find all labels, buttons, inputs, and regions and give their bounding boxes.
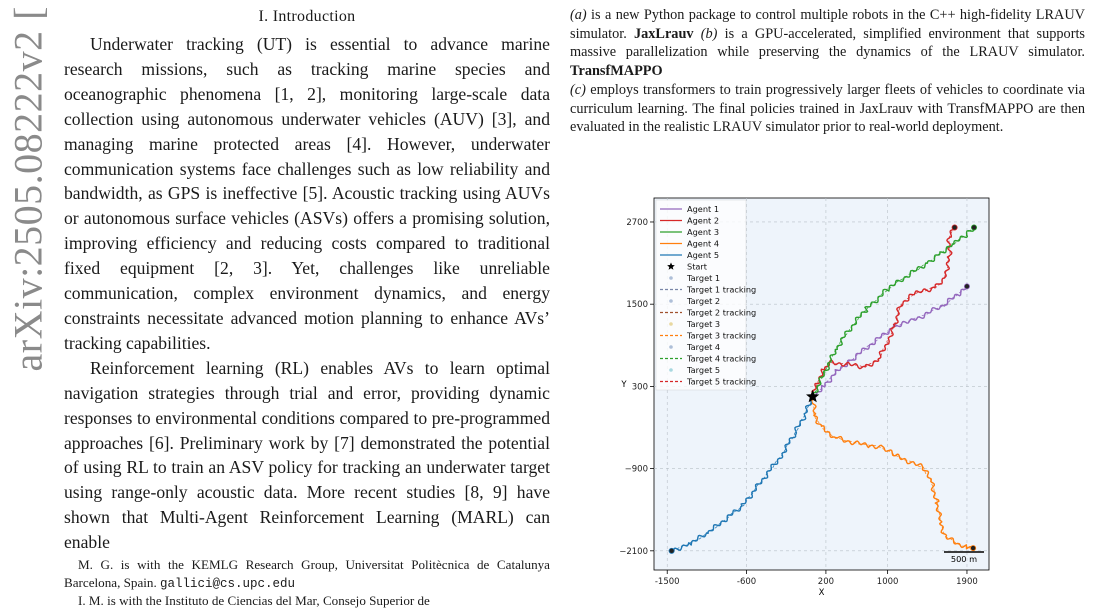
footnote-2: I. M. is with the Instituto de Ciencias del Mar, Consejo Superior de [78, 593, 430, 608]
trajectory-chart [574, 180, 994, 600]
x-tick-label: -1500 [654, 577, 680, 587]
legend-label: Agent 1 [687, 204, 720, 214]
arxiv-stamp [0, 0, 50, 610]
x-axis-label: X [818, 588, 825, 598]
footnote-1 [64, 556, 550, 593]
legend-label: Target 5 tracking [687, 376, 757, 387]
legend-label: Target 1 tracking [687, 284, 757, 295]
agent-end-marker [971, 545, 976, 550]
legend-label: Agent 5 [687, 250, 720, 260]
x-tick-label: -600 [736, 577, 757, 587]
y-tick-label: 1500 [626, 300, 648, 311]
agent-end-marker [952, 225, 957, 230]
legend-label: Start [687, 261, 708, 272]
legend-label: Target 4 tracking [687, 353, 757, 364]
left-column [64, 0, 550, 555]
y-axis-label: Y [621, 380, 627, 390]
legend-label: Agent 3 [687, 227, 720, 237]
caption-c-text: employs transformers to train progressively larger fleets of vehicles to coordinate via curriculum learning. The final policies trained in JaxLrauv with TransfMAPPO are then evaluated in the realistic LRAUV simulator prior to real-world deployment. [570, 81, 1085, 136]
arxiv-stamp-text: arXiv:2505.08222v2 [ [5, 5, 50, 372]
legend-label: Agent 4 [687, 238, 720, 249]
scalebar-label: 500 m [950, 554, 978, 564]
legend-label: Target 3 [687, 319, 721, 329]
footnote-1-text: M. G. is with the KEMLG Research Group, Universitat Politècnica de Catalunya Barcelona, Spain. [64, 557, 550, 590]
legend-dot [669, 322, 673, 326]
figure-caption [570, 6, 1085, 137]
legend-label: Target 3 tracking [687, 330, 757, 341]
y-tick-label: 300 [631, 382, 648, 393]
agent-end-marker [964, 284, 969, 289]
legend-dot [669, 368, 673, 372]
legend-label: Agent 2 [687, 215, 720, 226]
caption-a: (a) [570, 7, 587, 23]
legend-dot [669, 299, 673, 303]
x-tick-label: 200 [817, 577, 835, 587]
legend-label: Target 1 [687, 273, 721, 283]
caption-a-text: is a new Python package to control multiple robots in the C++ high-fidelity LRAUV simulator. [570, 7, 1085, 42]
legend-label: Target 2 tracking [687, 307, 757, 318]
caption-b: (b) [693, 25, 718, 42]
agent-end-marker [669, 548, 674, 553]
legend-dot [669, 276, 673, 280]
agent-end-marker [971, 225, 976, 230]
footnote-1-email[interactable]: gallici@cs.upc.edu [160, 577, 296, 591]
section-heading: I. Introduction [258, 8, 356, 25]
caption-c: (c) [570, 81, 586, 98]
right-column [570, 6, 1085, 137]
legend-label: Target 2 [687, 296, 721, 306]
legend-label: Target 5 [687, 365, 721, 375]
y-tick-label: −900 [624, 464, 648, 475]
x-tick-label: 1000 [876, 577, 899, 587]
x-tick-label: 1900 [956, 577, 978, 587]
caption-jaxlrauv: JaxLrauv [633, 25, 694, 42]
caption-b-text: is a GPU-accelerated, simplified environment that supports massive parallelization while preserving the dynamics of the LRAUV simulator. [570, 25, 1085, 61]
y-tick-label: −2100 [619, 546, 648, 557]
y-tick-label: 2700 [626, 217, 648, 228]
legend-label: Target 4 [687, 342, 721, 352]
legend-dot [669, 345, 673, 349]
intro-paragraph-1: Underwater tracking (UT) is essential to advance marine research missions, such as tracking marine species and oceanographic phenomena [1, 2], monitoring large-scale data collection using autonomous underwater vehicles (AUV) [3], and managing marine protected areas [4]. However, underwater communication systems face challenges such as low reliability and bandwidth, as GPS is ineffective [5]. Acoustic tracking using AUVs or autonomous surface vehicles (ASVs) offers a promising solution, improving efficiency and reducing costs compared to traditional fixed equipment [2, 3]. Yet, challenges like unreliable communication, complex environment dynamics, and energy constraints necessitate advanced motion planning to enhance AVs’ tracking capabilities. [64, 34, 550, 353]
intro-paragraph-2: Reinforcement learning (RL) enables AVs to learn optimal navigation strategies through trial and error, providing dynamic responses to environmental conditions compared to pre-programmed approaches [6]. Preliminary work by [7] demonstrated the potential of using RL to train an ASV policy for tracking an underwater target using range-only acoustic data. More recent studies [8, 9] have shown that Multi-Agent Reinforcement Learning (MARL) can enable [64, 357, 550, 553]
caption-transfmappo: TransfMAPPO [570, 63, 663, 80]
